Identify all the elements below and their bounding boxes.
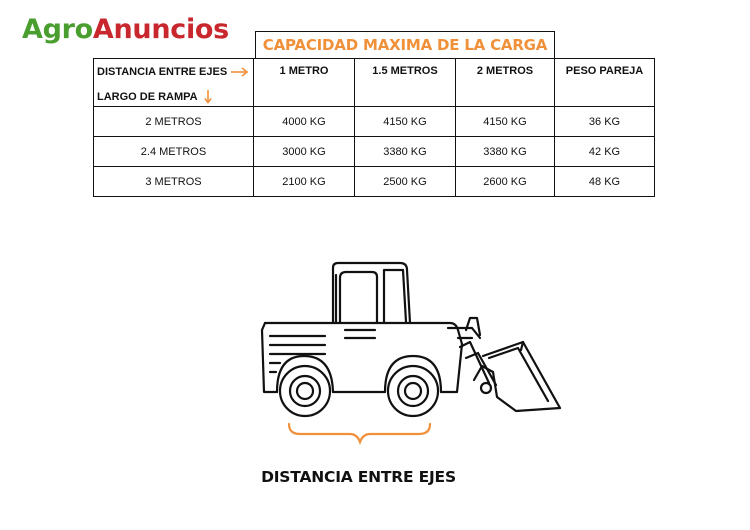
curly-brace-icon — [286, 420, 434, 446]
column-header: PESO PAREJA — [555, 59, 655, 107]
figure-caption: DISTANCIA ENTRE EJES — [261, 468, 456, 486]
wheel-loader-icon — [258, 258, 568, 418]
row-label: 2.4 METROS — [94, 137, 254, 167]
arrow-right-icon — [231, 67, 249, 77]
table-cell: 42 KG — [555, 137, 655, 167]
table-row — [94, 167, 655, 197]
table-cell: 3380 KG — [355, 137, 456, 167]
row-label: 2 METROS — [94, 107, 254, 137]
logo-anuncios-text: Anuncios — [92, 14, 229, 45]
table-cell: 4150 KG — [355, 107, 456, 137]
table-cell: 4150 KG — [456, 107, 555, 137]
column-header: 1.5 METROS — [355, 59, 456, 107]
agroanuncios-logo[interactable] — [22, 16, 229, 43]
logo-agro-text: Agro — [22, 14, 93, 45]
table-row — [94, 107, 655, 137]
column-axis-label: LARGO DE RAMPA — [97, 91, 198, 103]
table-cell: 3000 KG — [254, 137, 355, 167]
table-row — [94, 137, 655, 167]
table-cell: 48 KG — [555, 167, 655, 197]
capacity-table — [93, 58, 655, 197]
table-header-row — [94, 59, 655, 107]
row-axis-label: DISTANCIA ENTRE EJES — [97, 66, 228, 78]
header-axis-labels — [94, 59, 254, 107]
table-title: CAPACIDAD MAXIMA DE LA CARGA — [255, 31, 555, 58]
column-header: 1 METRO — [254, 59, 355, 107]
table-cell: 3380 KG — [456, 137, 555, 167]
column-header: 2 METROS — [456, 59, 555, 107]
table-cell: 2600 KG — [456, 167, 555, 197]
arrow-down-icon — [204, 90, 212, 104]
table-cell: 2500 KG — [355, 167, 456, 197]
table-cell: 36 KG — [555, 107, 655, 137]
table-cell: 2100 KG — [254, 167, 355, 197]
row-label: 3 METROS — [94, 167, 254, 197]
table-cell: 4000 KG — [254, 107, 355, 137]
